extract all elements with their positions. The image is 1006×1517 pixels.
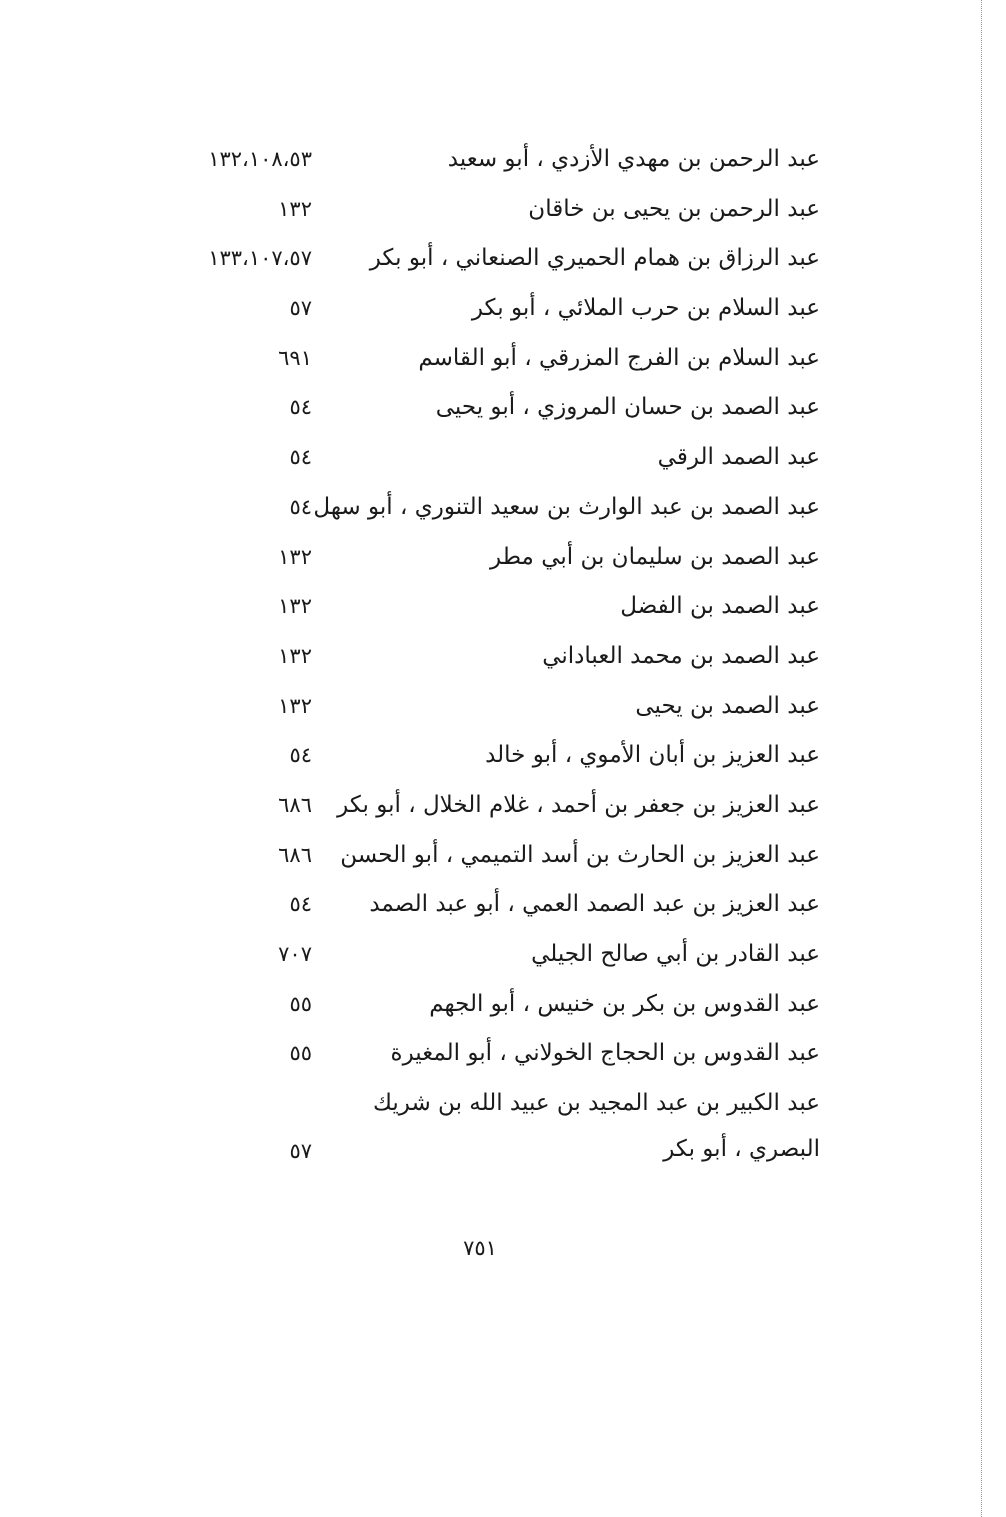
entry-pages: ١٣٣،١٠٧،٥٧ xyxy=(208,246,312,271)
entry-pages: ٥٤ xyxy=(289,445,312,470)
entry-name: عبد الرحمن بن مهدي الأزدي ، أبو سعيد xyxy=(447,146,820,172)
entry-pages: ٥٧ xyxy=(289,1139,312,1164)
entry-name: عبد الصمد بن يحيى xyxy=(635,692,820,719)
index-entry xyxy=(160,384,820,434)
index-entry xyxy=(160,434,820,484)
scan-edge-dotted-line xyxy=(981,0,982,1517)
index-entry xyxy=(160,683,820,733)
entry-name: عبد العزيز بن أبان الأموي ، أبو خالد xyxy=(485,742,820,769)
entry-pages: ٥٤ xyxy=(289,892,312,917)
entry-pages: ٦٩١ xyxy=(278,345,312,370)
entry-name: عبد الكبير بن عبد المجيد بن عبيد الله بن شريك البصري ، أبو بكر xyxy=(373,1090,820,1163)
entry-name: عبد الصمد بن محمد العباداني xyxy=(542,642,820,669)
entry-pages: ٦٨٦ xyxy=(278,792,312,817)
entry-name: عبد السلام بن الفرج المزرقي ، أبو القاسم xyxy=(418,344,820,371)
entry-pages: ١٣٢ xyxy=(278,196,312,221)
index-entry xyxy=(160,235,820,285)
entry-name: عبد العزيز بن الحارث بن أسد التميمي ، أبو الحسن xyxy=(340,841,820,868)
entry-pages: ٥٤ xyxy=(289,743,312,768)
index-entry xyxy=(160,881,820,931)
index-entry xyxy=(160,732,820,782)
index-entry xyxy=(160,782,820,832)
entry-name: عبد الصمد بن سليمان بن أبي مطر xyxy=(490,543,820,570)
index-entry xyxy=(160,285,820,335)
entry-pages: ١٣٢ xyxy=(278,594,312,619)
entry-name: عبد الرزاق بن همام الحميري الصنعاني ، أبو بكر xyxy=(369,245,820,272)
index-entry xyxy=(160,931,820,981)
names-index-list xyxy=(160,136,820,1176)
index-entry xyxy=(160,1080,820,1176)
entry-name: عبد القدوس بن الحجاج الخولاني ، أبو المغيرة xyxy=(390,1040,820,1067)
index-entry xyxy=(160,534,820,584)
index-entry xyxy=(160,1030,820,1080)
entry-name: عبد السلام بن حرب الملائي ، أبو بكر xyxy=(471,295,820,322)
index-entry xyxy=(160,186,820,236)
index-entry xyxy=(160,136,820,186)
entry-pages: ١٣٢ xyxy=(278,544,312,569)
entry-pages: ٧٠٧ xyxy=(278,942,312,966)
entry-name: عبد الصمد بن عبد الوارث بن سعيد التنوري ، أبو سهل xyxy=(313,493,820,520)
entry-pages: ٥٤ xyxy=(289,395,312,420)
entry-name: عبد الصمد بن الفضل xyxy=(620,593,820,620)
entry-pages: ٥٥ xyxy=(289,991,312,1016)
index-entry xyxy=(160,633,820,683)
entry-name: عبد الصمد بن حسان المروزي ، أبو يحيى xyxy=(435,394,820,421)
index-entry xyxy=(160,832,820,882)
index-entry xyxy=(160,335,820,385)
entry-name: عبد الرحمن بن يحيى بن خاقان xyxy=(528,195,820,222)
entry-pages: ٥٥ xyxy=(289,1041,312,1066)
entry-pages: ١٣٢،١٠٨،٥٣ xyxy=(208,147,312,171)
page-number: ٧٥١ xyxy=(463,1236,497,1260)
entry-pages: ٥٤ xyxy=(289,494,312,519)
entry-name: عبد العزيز بن جعفر بن أحمد ، غلام الخلال ، أبو بكر xyxy=(337,791,820,818)
entry-name: عبد القدوس بن بكر بن خنيس ، أبو الجهم xyxy=(429,990,820,1017)
entry-pages: ١٣٢ xyxy=(278,643,312,668)
entry-pages: ٥٧ xyxy=(289,296,312,321)
index-entry xyxy=(160,583,820,633)
entry-name: عبد القادر بن أبي صالح الجيلي xyxy=(531,941,820,967)
entry-pages: ١٣٢ xyxy=(278,693,312,718)
entry-pages: ٦٨٦ xyxy=(278,842,312,867)
entry-name: عبد الصمد الرقي xyxy=(657,444,820,471)
entry-name: عبد العزيز بن عبد الصمد العمي ، أبو عبد الصمد xyxy=(369,891,820,918)
index-entry xyxy=(160,981,820,1031)
index-entry xyxy=(160,484,820,534)
